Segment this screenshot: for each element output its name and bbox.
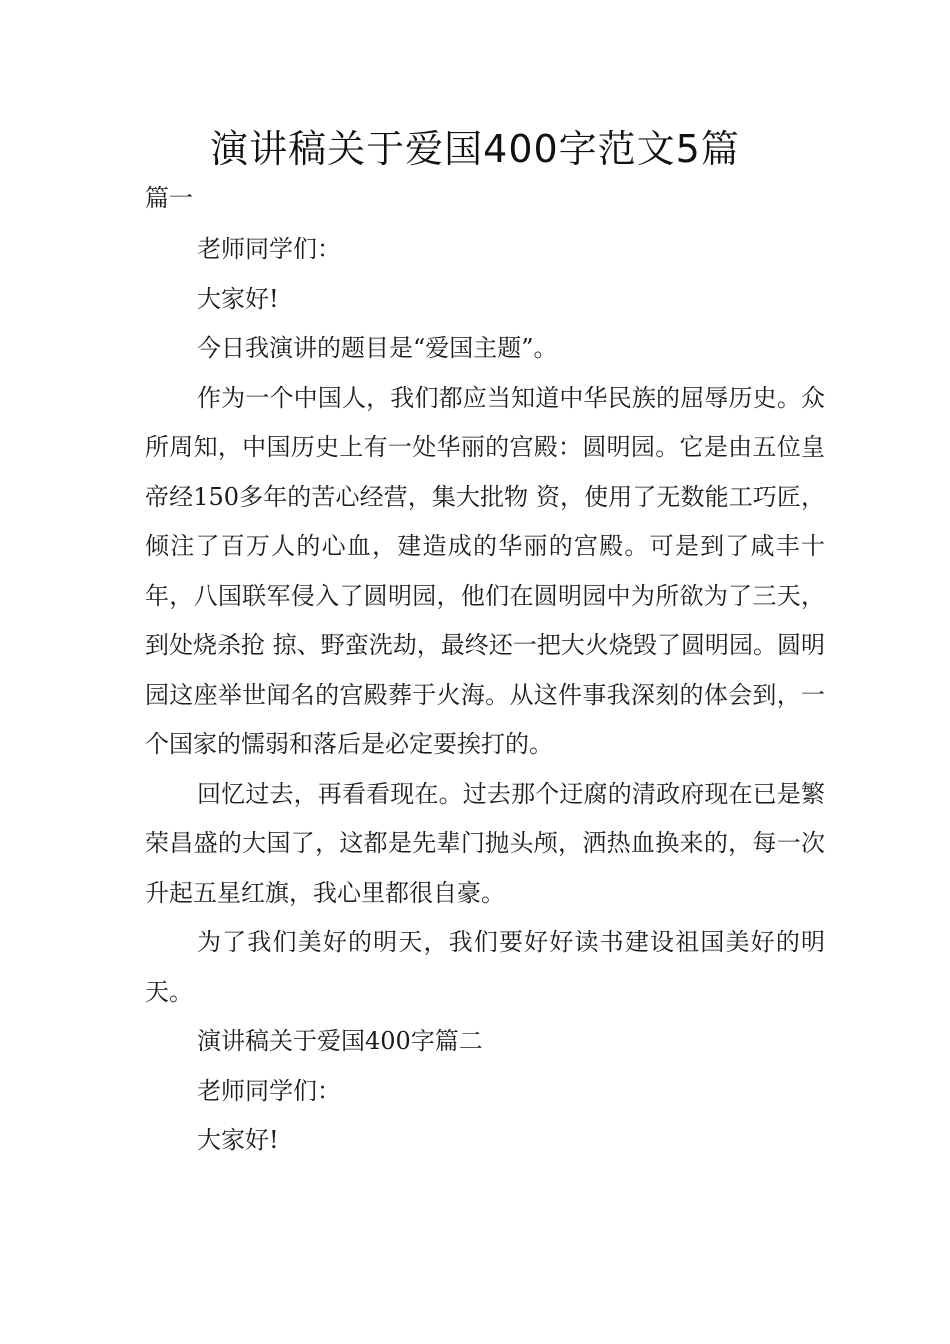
paragraph-history: 作为一个中国人，我们都应当知道中华民族的屈辱历史。众所周知，中国历史上有一处华丽的宫殿：圆明园。它是由五位皇帝经150多年的苦心经营，集大批物 资，使用了无数能工巧匠，倾注了百万人的心血，建造成的华丽的宫殿。可是到了咸丰十年，八国联军侵入了圆明园，他们在圆明园中为所欲为了三天，到处烧杀抢 掠、野蛮洗劫，最终还一把大火烧毁了圆明园。圆明园这座举世闻名的宫殿葬于火海。从这件事我深刻的体会到，一个国家的懦弱和落后是必定要挨打的。 <box>145 383 825 758</box>
paragraph-greeting: 老师同学们： <box>197 235 341 263</box>
paragraph-greeting-two: 老师同学们： <box>197 1076 341 1105</box>
paragraph-hello: 大家好! <box>197 284 279 313</box>
paragraph-hello-two: 大家好! <box>197 1126 279 1154</box>
document-title: 演讲稿关于爱国400字范文5篇 <box>210 127 740 171</box>
document-body <box>145 225 825 1166</box>
section-label: 篇一 <box>145 184 193 212</box>
paragraph-topic: 今日我演讲的题目是“爱国主题”。 <box>197 334 558 362</box>
paragraph-section-two-heading: 演讲稿关于爱国400字篇二 <box>197 1027 483 1055</box>
paragraph-present: 回忆过去，再看看现在。过去那个迂腐的清政府现在已是繁荣昌盛的大国了，这都是先辈门抛头颅，洒热血换来的，每一次升起五星红旗，我心里都很自豪。 <box>145 779 825 907</box>
paragraph-future: 为了我们美好的明天，我们要好好读书建设祖国美好的明天。 <box>145 928 825 1006</box>
